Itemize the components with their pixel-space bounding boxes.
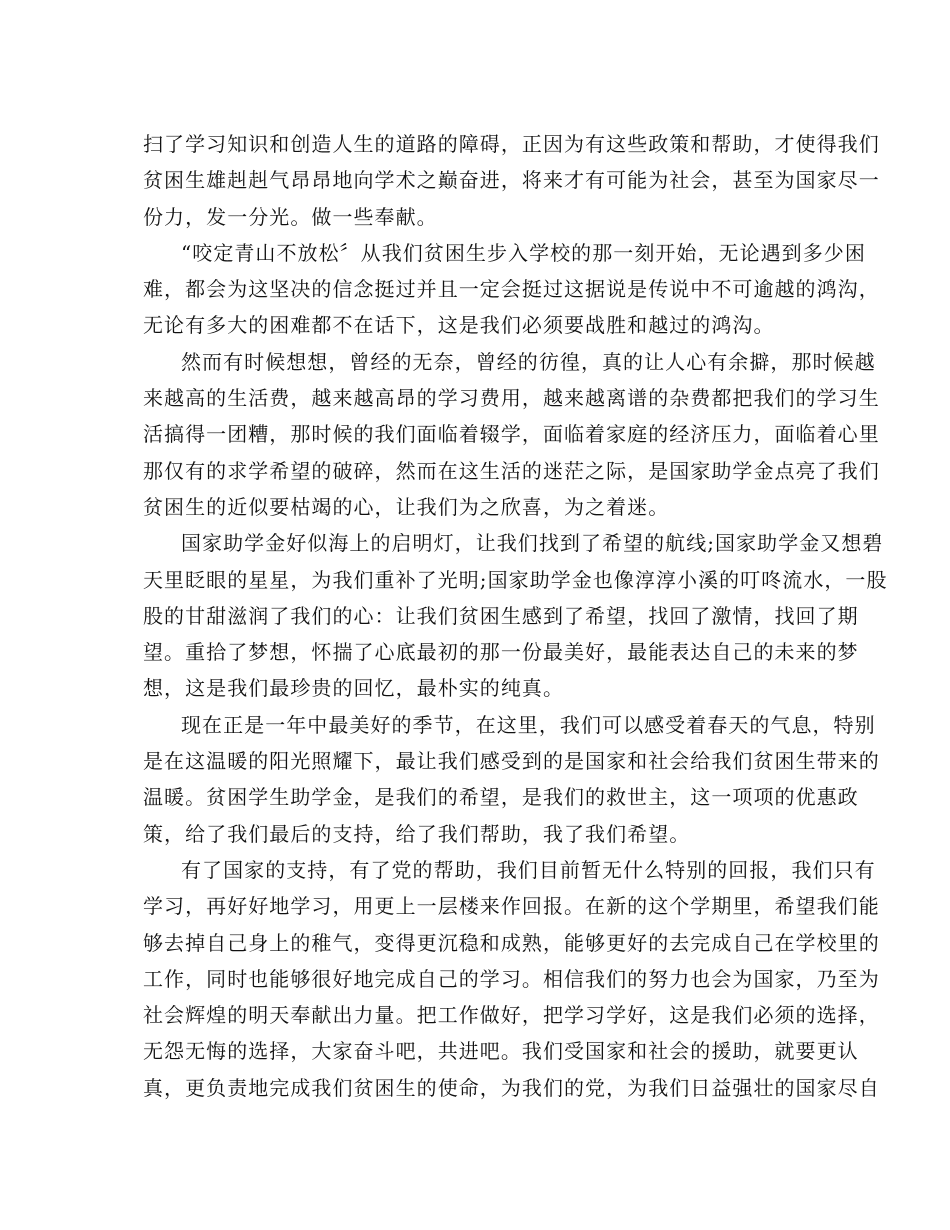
paragraph: [143, 707, 880, 852]
text-line: 股的甘甜滋润了我们的心：让我们贫困生感到了希望，找回了激情，找回了期: [143, 603, 859, 628]
text-line: 策，给了我们最后的支持，给了我们帮助，我了我们希望。: [143, 821, 691, 846]
paragraph: [143, 525, 888, 706]
text-line: 现在正是一年中最美好的季节，在这里，我们可以感受着春天的气息，特别: [181, 712, 876, 737]
text-line: “咬定青山不放松〞从我们贫困生步入学校的那一刻开始，无论遇到多少困: [181, 240, 866, 265]
text-line: 工作，同时也能够很好地完成自己的学习。相信我们的努力也会为国家，乃至为: [143, 966, 880, 991]
text-line: 社会辉煌的明天奉献出力量。把工作做好，把学习学好，这是我们必须的选择，: [143, 1003, 880, 1028]
text-line: 学习，再好好地学习，用更上一层楼来作回报。在新的这个学期里，希望我们能: [143, 894, 880, 919]
text-line: 难，都会为这坚决的信念挺过并且一定会挺过这据说是传说中不可逾越的鸿沟，: [143, 277, 880, 302]
text-line: 温暖。贫困学生助学金，是我们的希望，是我们的救世主，这一项项的优惠政: [143, 785, 859, 810]
text-line: 是在这温暖的阳光照耀下，最让我们感受到的是国家和社会给我们贫困生带来的: [143, 749, 880, 774]
text-line: 贫困生的近似要枯竭的心，让我们为之欣喜，为之着迷。: [143, 494, 670, 519]
text-line: 份力，发一分光。做一些奉献。: [143, 204, 438, 229]
paragraph: [143, 852, 880, 1106]
text-line: 想，这是我们最珍贵的回忆，最朴实的纯真。: [143, 676, 564, 701]
text-line: 贫困生雄赳赳气昂昂地向学术之巅奋进，将来才有可能为社会，甚至为国家尽一: [143, 168, 880, 193]
text-line: 天里眨眼的星星，为我们重补了光明;国家助学金也像淳淳小溪的叮咚流水，一股: [143, 567, 888, 592]
paragraph: [143, 344, 880, 525]
text-line: 无怨无悔的选择，大家奋斗吧，共进吧。我们受国家和社会的援助，就要更认: [143, 1039, 859, 1064]
text-line: 活搞得一团糟，那时候的我们面临着辍学，面临着家庭的经济压力，面临着心里: [143, 422, 880, 447]
text-line: 真，更负责地完成我们贫困生的使命，为我们的党，为我们日益强壮的国家尽自: [143, 1075, 880, 1100]
text-line: 然而有时候想想，曾经的无奈，曾经的彷徨，真的让人心有余擗，那时候越: [181, 349, 876, 374]
text-line: 望。重拾了梦想，怀揣了心底最初的那一份最美好，最能表达自己的未来的梦: [143, 640, 859, 665]
text-line: 来越高的生活费，越来越高昂的学习费用，越来越离谱的杂费都把我们的学习生: [143, 386, 880, 411]
text-line: 有了国家的支持，有了党的帮助，我们目前暂无什么特别的回报，我们只有: [181, 857, 876, 882]
text-line: 无论有多大的困难都不在话下，这是我们必须要战胜和越过的鸿沟。: [143, 313, 775, 338]
text-line: 够去掉自己身上的稚气，变得更沉稳和成熟，能够更好的去完成自己在学校里的: [143, 930, 880, 955]
document-body: [143, 126, 888, 1106]
paragraph: [143, 126, 880, 235]
text-line: 扫了学习知识和创造人生的道路的障碍，正因为有这些政策和帮助，才使得我们: [143, 132, 880, 156]
text-line: 国家助学金好似海上的启明灯，让我们找到了希望的航线;国家助学金又想碧: [181, 531, 884, 556]
paragraph: [143, 235, 880, 344]
text-line: 那仅有的求学希望的破碎，然而在这生活的迷茫之际，是国家助学金点亮了我们: [143, 458, 880, 483]
